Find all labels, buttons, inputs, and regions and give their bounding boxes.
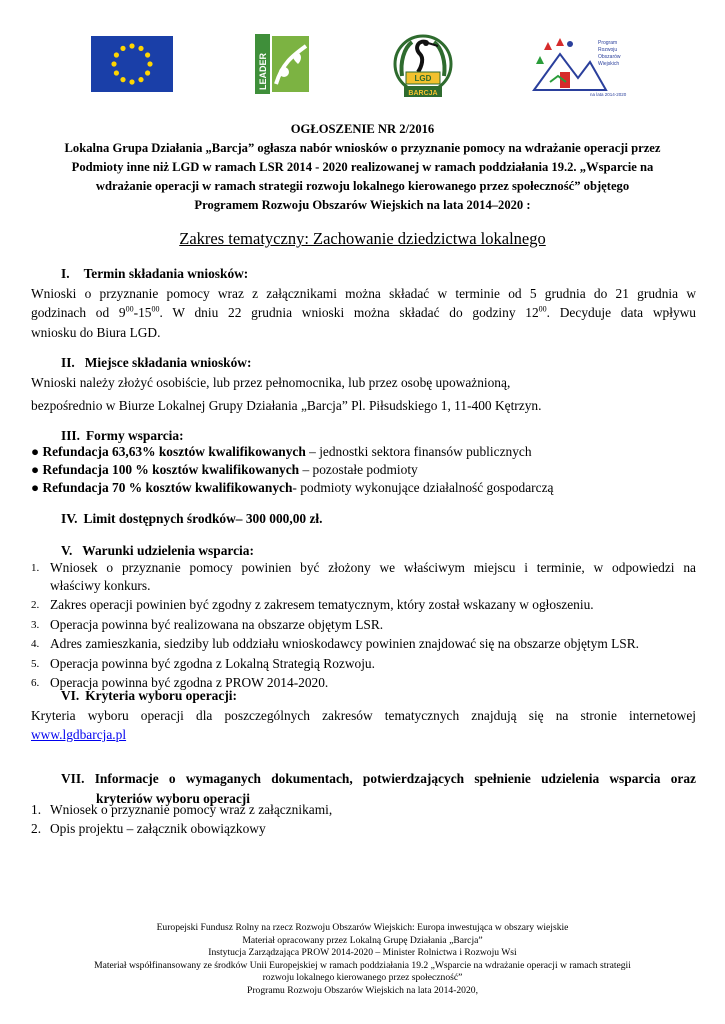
list-number: 3. xyxy=(31,618,40,631)
paragraph xyxy=(31,303,696,323)
list-text: właściwy konkurs. xyxy=(50,577,151,593)
section-title: Formy wsparcia: xyxy=(85,428,184,443)
list-item xyxy=(31,820,696,839)
footer-line: Programu Rozwoju Obszarów Wiejskich na lata 2014-2020, xyxy=(247,984,478,996)
text-fragment: . W dniu 22 grudnia wnioski można składać do godziny 12 xyxy=(159,305,539,320)
lgd-barcja-logo xyxy=(392,32,454,100)
support-forms-list xyxy=(31,443,696,497)
list-text: Wniosek o przyznanie pomocy wraz z załącznikami, xyxy=(50,802,333,817)
section-deadline xyxy=(31,264,696,342)
stork-emblem-icon xyxy=(392,32,454,100)
list-number: 5. xyxy=(31,657,40,670)
footer-line: Europejski Fundusz Rolny na rzecz Rozwoju Obszarów Wiejskich: Europa inwestująca w obszary wiejskie xyxy=(156,922,569,933)
list-item xyxy=(31,655,696,673)
section-conditions xyxy=(31,541,696,561)
logo-bar xyxy=(0,30,725,102)
list-number: 2. xyxy=(31,599,40,611)
website-link[interactable]: www.lgdbarcja.pl xyxy=(31,727,127,742)
footer-line: rozwoju lokalnego kierowanego przez społeczność” xyxy=(262,972,463,984)
eu-flag-icon xyxy=(91,36,173,92)
paragraph: Kryteria wyboru operacji dla poszczególnych zakresów tematycznych znajdują się na stronie internetowej xyxy=(31,707,696,723)
section-number: V. xyxy=(61,543,73,558)
header-line: Lokalna Grupa Działania „Barcja” ogłasza nabór wniosków o przyznanie pomocy na wdrażanie operacji przez xyxy=(64,141,661,155)
section-number: I. xyxy=(61,266,70,281)
leader-icon xyxy=(254,34,310,94)
section-heading xyxy=(31,264,696,284)
section-title-continued: kryteriów wyboru operacji xyxy=(96,790,250,806)
list-number: 6. xyxy=(31,677,40,689)
conditions-list xyxy=(31,559,696,692)
section-number: VII. xyxy=(61,771,85,786)
list-number: 1. xyxy=(31,562,40,574)
list-item: ● Refundacja 70 % kosztów kwalifikowanych- podmioty wykonujące działalność gospodarczą xyxy=(31,480,554,495)
list-item xyxy=(31,616,696,634)
list-item: ● Refundacja 100 % kosztów kwalifikowanych – pozostałe podmioty xyxy=(31,462,418,477)
list-text: Operacja powinna być zgodna z PROW 2014-2020. xyxy=(50,675,329,690)
announcement-title: OGŁOSZENIE NR 2/2016 xyxy=(290,122,435,136)
svg-text:LGD: LGD xyxy=(414,74,432,83)
page-footer xyxy=(0,922,725,998)
text-fragment: – jednostki sektora finansów publicznych xyxy=(305,444,532,459)
text-fragment: . Decyduje data wpływu xyxy=(546,305,697,320)
svg-text:BARCJA: BARCJA xyxy=(408,90,438,97)
bold-text: Refundacja 63,63% kosztów kwalifikowanych xyxy=(42,444,306,459)
list-text: Wniosek o przyznanie pomocy powinien być złożony we właściwym miejscu i terminie, w odpowiedzi na xyxy=(50,560,696,575)
section-number: II. xyxy=(61,355,75,370)
text-fragment: godzinach od 9 xyxy=(31,305,126,320)
leader-logo xyxy=(254,34,310,94)
footer-line: Materiał współfinansowany ze środków Unii Europejskiej w ramach poddziałania 19.2 „Wsparcie na wdrażanie operacji w ramach strategii xyxy=(94,959,631,971)
thematic-scope-title: Zakres tematyczny: Zachowanie dziedzictwa lokalnego xyxy=(179,229,546,248)
text-fragment: – pozostałe podmioty xyxy=(299,462,418,477)
section-heading xyxy=(31,769,696,789)
section-title: Limit dostępnych środków– 300 000,00 zł. xyxy=(83,511,323,526)
header-line: Programem Rozwoju Obszarów Wiejskich na lata 2014–2020 : xyxy=(194,198,531,212)
svg-text:Obszarów: Obszarów xyxy=(598,54,621,60)
list-text: Opis projektu – załącznik obowiązkowy xyxy=(50,820,266,836)
list-text: Zakres operacji powinien być zgodny z zakresem tematycznym, który został wskazany w ogłoszeniu. xyxy=(50,597,594,612)
prow-emblem-icon xyxy=(530,32,630,100)
text-fragment: - podmioty wykonujące działalność gospodarczą xyxy=(292,480,554,495)
list-number: 1. xyxy=(31,802,42,817)
list-item xyxy=(31,801,696,820)
superscript: 00 xyxy=(125,304,134,314)
list-item xyxy=(31,596,696,614)
superscript: 00 xyxy=(151,304,160,314)
list-number: 4. xyxy=(31,638,40,650)
section-heading xyxy=(31,541,696,561)
header-line: wdrażanie operacji w ramach strategii rozwoju lokalnego kierowanego przez społeczność” objętego xyxy=(95,179,630,193)
svg-text:na lata 2014-2020: na lata 2014-2020 xyxy=(590,92,627,97)
section-number: VI. xyxy=(61,688,80,703)
paragraph: Wnioski o przyznanie pomocy wraz z załącznikami można składać w terminie od 5 grudnia do 21 grudnia w xyxy=(31,285,696,301)
announcement-header xyxy=(30,120,695,215)
section-place xyxy=(31,353,696,416)
paragraph: bezpośrednio w Biurze Lokalnej Grupy Działania „Barcja” Pl. Piłsudskiego 1, 11-400 Kętrzyn. xyxy=(31,398,542,413)
section-title: Kryteria wyboru operacji: xyxy=(85,688,237,703)
section-heading xyxy=(31,509,696,529)
list-text: Adres zamieszkania, siedziby lub oddziału wnioskodawcy powinien znajdować się na obszarze objętym LSR. xyxy=(50,636,640,651)
section-funding-limit xyxy=(31,509,696,529)
header-line: Podmioty inne niż LGD w ramach LSR 2014 - 2020 realizowanej w ramach poddziałania 19.2. „Wsparcie na xyxy=(71,160,654,174)
eu-flag-logo xyxy=(91,36,173,92)
prow-logo xyxy=(530,32,630,100)
svg-text:Wiejskich: Wiejskich xyxy=(598,61,620,67)
documents-list xyxy=(31,801,696,838)
section-number: IV. xyxy=(61,511,78,526)
superscript: 00 xyxy=(538,304,547,314)
list-text: Operacja powinna być zgodna z Lokalną Strategią Rozwoju. xyxy=(50,655,375,671)
footer-line: Materiał opracowany przez Lokalną Grupę Działania „Barcja” xyxy=(242,934,483,946)
list-item xyxy=(31,635,696,653)
section-title: Informacje o wymaganych dokumentach, potwierdzających spełnienie udzielenia wsparcia oraz xyxy=(94,771,696,786)
paragraph: Wnioski należy złożyć osobiście, lub przez pełnomocnika, lub przez osobę upoważnioną, xyxy=(31,374,511,390)
list-item: ● Refundacja 63,63% kosztów kwalifikowanych – jednostki sektora finansów publicznych xyxy=(31,444,532,459)
list-item xyxy=(31,559,696,594)
paragraph xyxy=(31,725,696,745)
section-title: Termin składania wniosków: xyxy=(83,266,249,281)
section-criteria xyxy=(31,686,696,745)
list-number: 2. xyxy=(31,820,42,836)
section-number: III. xyxy=(61,428,80,443)
text-fragment: -15 xyxy=(133,305,152,320)
section-heading xyxy=(31,686,696,706)
paragraph: wniosku do Biura LGD. xyxy=(31,324,161,340)
svg-text:Program: Program xyxy=(598,40,618,46)
list-text: Operacja powinna być realizowana na obszarze objętym LSR. xyxy=(50,616,384,632)
bold-text: Refundacja 100 % kosztów kwalifikowanych xyxy=(42,462,300,477)
section-title: Warunki udzielenia wsparcia: xyxy=(82,543,254,558)
svg-text:Rozwoju: Rozwoju xyxy=(598,47,618,53)
bold-text: Refundacja 70 % kosztów kwalifikowanych xyxy=(42,480,293,495)
section-title: Miejsce składania wniosków: xyxy=(84,355,252,370)
section-heading xyxy=(31,353,696,373)
footer-line: Instytucja Zarządzająca PROW 2014-2020 – Minister Rolnictwa i Rozwoju Wsi xyxy=(208,947,517,959)
leader-logo-text: LEADER xyxy=(258,52,268,90)
